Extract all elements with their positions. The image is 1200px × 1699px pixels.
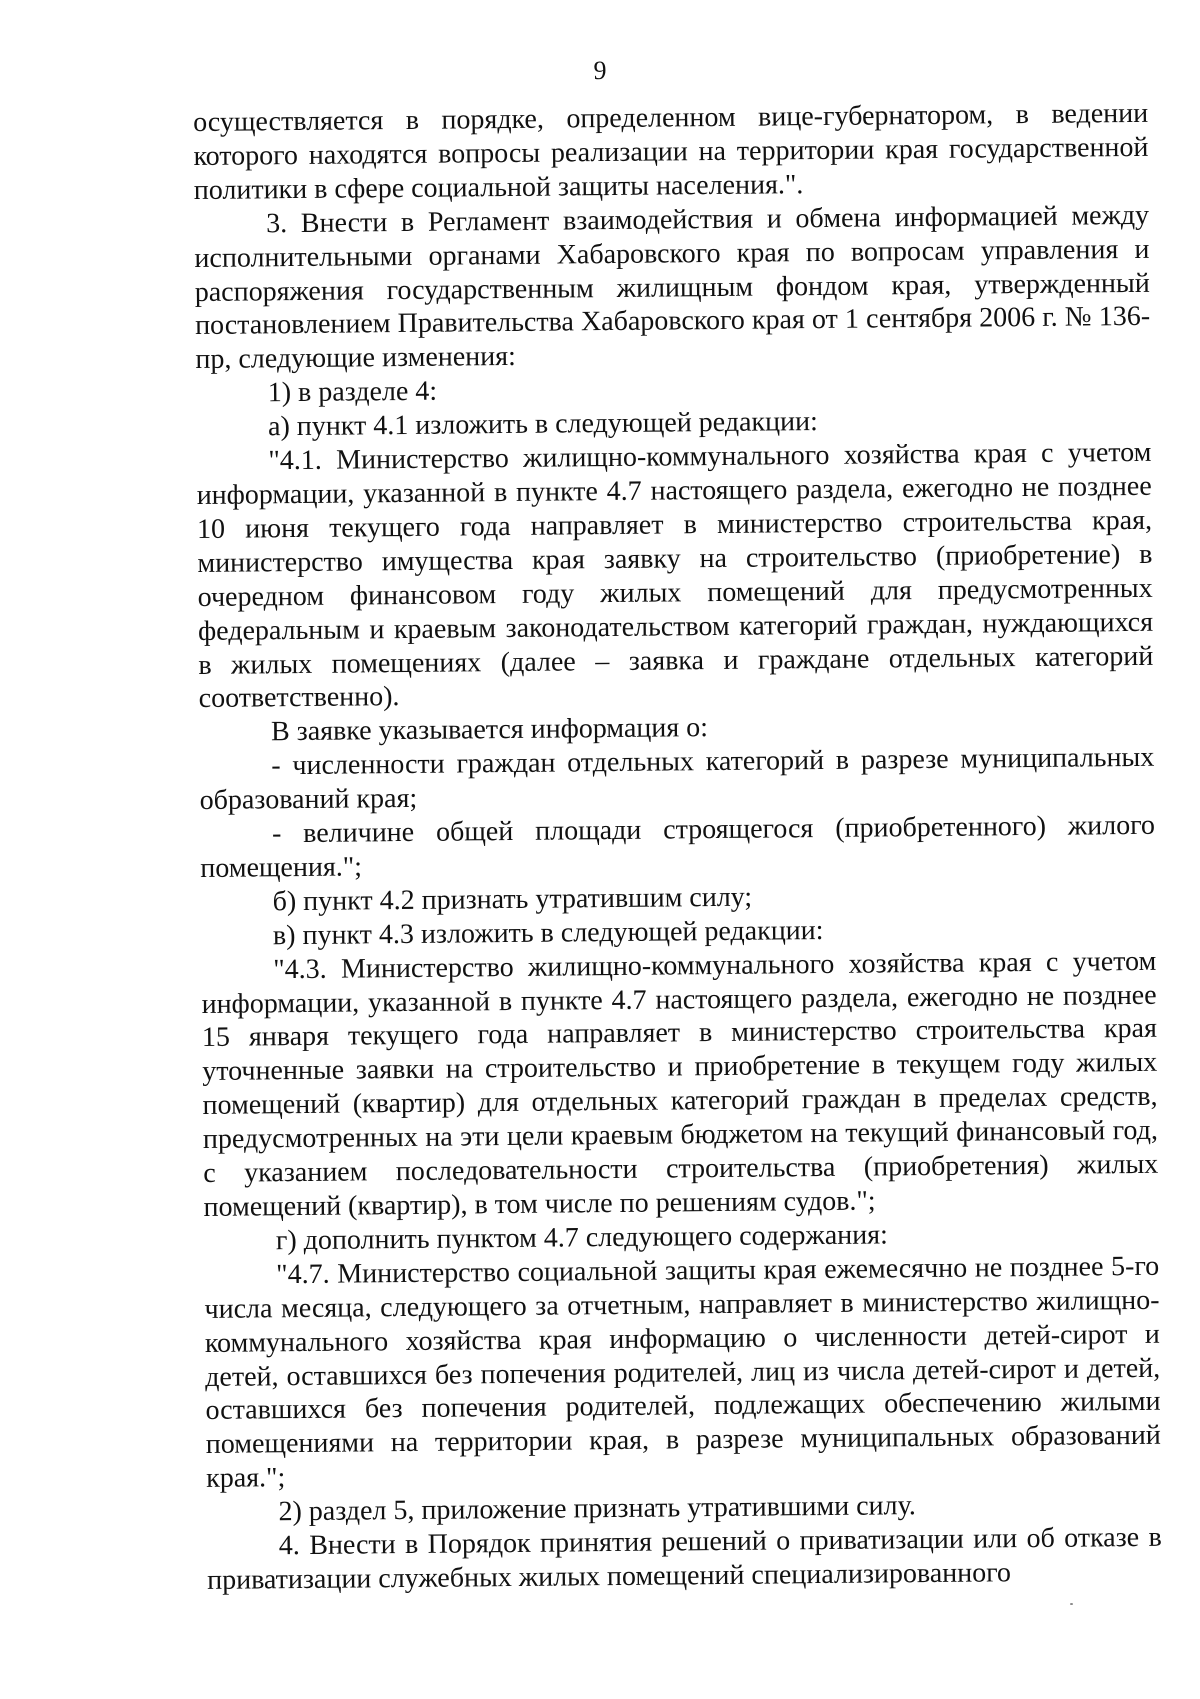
- paragraph: б) пункт 4.2 признать утратившим силу;: [272, 881, 753, 918]
- document-body: [193, 97, 1162, 1598]
- paragraph: "4.3. Министерство жилищно-коммунального хозяйства края с учетом информации, указанной в пункте 4.7 настоящего раздела, ежегодно не позднее 15 января текущего года направляет в министерство строительства края уточненные заявки на строительство и приобретение в текущем году жилых помещений (квартир) для отдельных категорий граждан в пределах средств, предусмотренных на эти цели краевым бюджетом на текущий финансовый год, с указанием последовательности строительства (приобретения) жилых помещений (квартир), в том числе по решениям судов.";: [201, 945, 1159, 1223]
- paragraph: 1) в разделе 4:: [267, 375, 438, 409]
- paragraph: "4.7. Министерство социальной защиты края ежемесячно не позднее 5-го числа месяца, следующего за отчетным, направляет в министерство жилищно-коммунального хозяйства края информацию о численности детей-сирот и детей, оставшихся без попечения родителей, лиц из числа детей-сирот и детей, оставшихся без попечения родителей, подлежащих обеспечению жилыми помещениями на территории края, в разрезе муниципальных образований края.";: [204, 1250, 1161, 1495]
- scan-speck: [1070, 1603, 1073, 1605]
- paragraph: 2) раздел 5, приложение признать утратившими силу.: [278, 1490, 916, 1528]
- paragraph: в) пункт 4.3 изложить в следующей редакции:: [272, 914, 824, 952]
- paragraph: В заявке указывается информация о:: [270, 712, 709, 748]
- page-number: 9: [593, 56, 607, 85]
- paragraph: 4. Внести в Порядок принятия решений о приватизации или об отказе в приватизации служебных жилых помещений специализированного: [207, 1521, 1162, 1596]
- paragraph: а) пункт 4.1 изложить в следующей редакции:: [267, 406, 818, 443]
- paragraph: г) дополнить пунктом 4.7 следующего содержания:: [275, 1219, 888, 1257]
- paragraph: осуществляется в порядке, определенном вице-губернатором, в ведении которого находятся вопросы реализации на территории края государственной политики в сфере социальной защиты населения.".: [193, 97, 1149, 206]
- paragraph: "4.1. Министерство жилищно-коммунального хозяйства края с учетом информации, указанной в пункте 4.7 настоящего раздела, ежегодно не позднее 10 июня текущего года направляет в министерство строительства края, министерство имущества края заявку на строительство (приобретение) в очередном финансовом году жилых помещений для предусмотренных федеральным и краевым законодательством категорий граждан, нуждающихся в жилых помещениях (далее – заявка и граждане отдельных категорий соответственно).: [196, 436, 1154, 715]
- paragraph: - величине общей площади строящегося (приобретенного) жилого помещения.";: [200, 809, 1156, 884]
- paragraph: - численности граждан отдельных категорий в разрезе муниципальных образований края;: [199, 742, 1155, 817]
- paragraph: 3. Внести в Регламент взаимодействия и обмена информацией между исполнительными органами Хабаровского края по вопросам управления и распоряжения государственным жилищным фондом края, утвержденный постановлением Правительства Хабаровского края от 1 сентября 2006 г. № 136-пр, следующие изменения:: [194, 199, 1151, 376]
